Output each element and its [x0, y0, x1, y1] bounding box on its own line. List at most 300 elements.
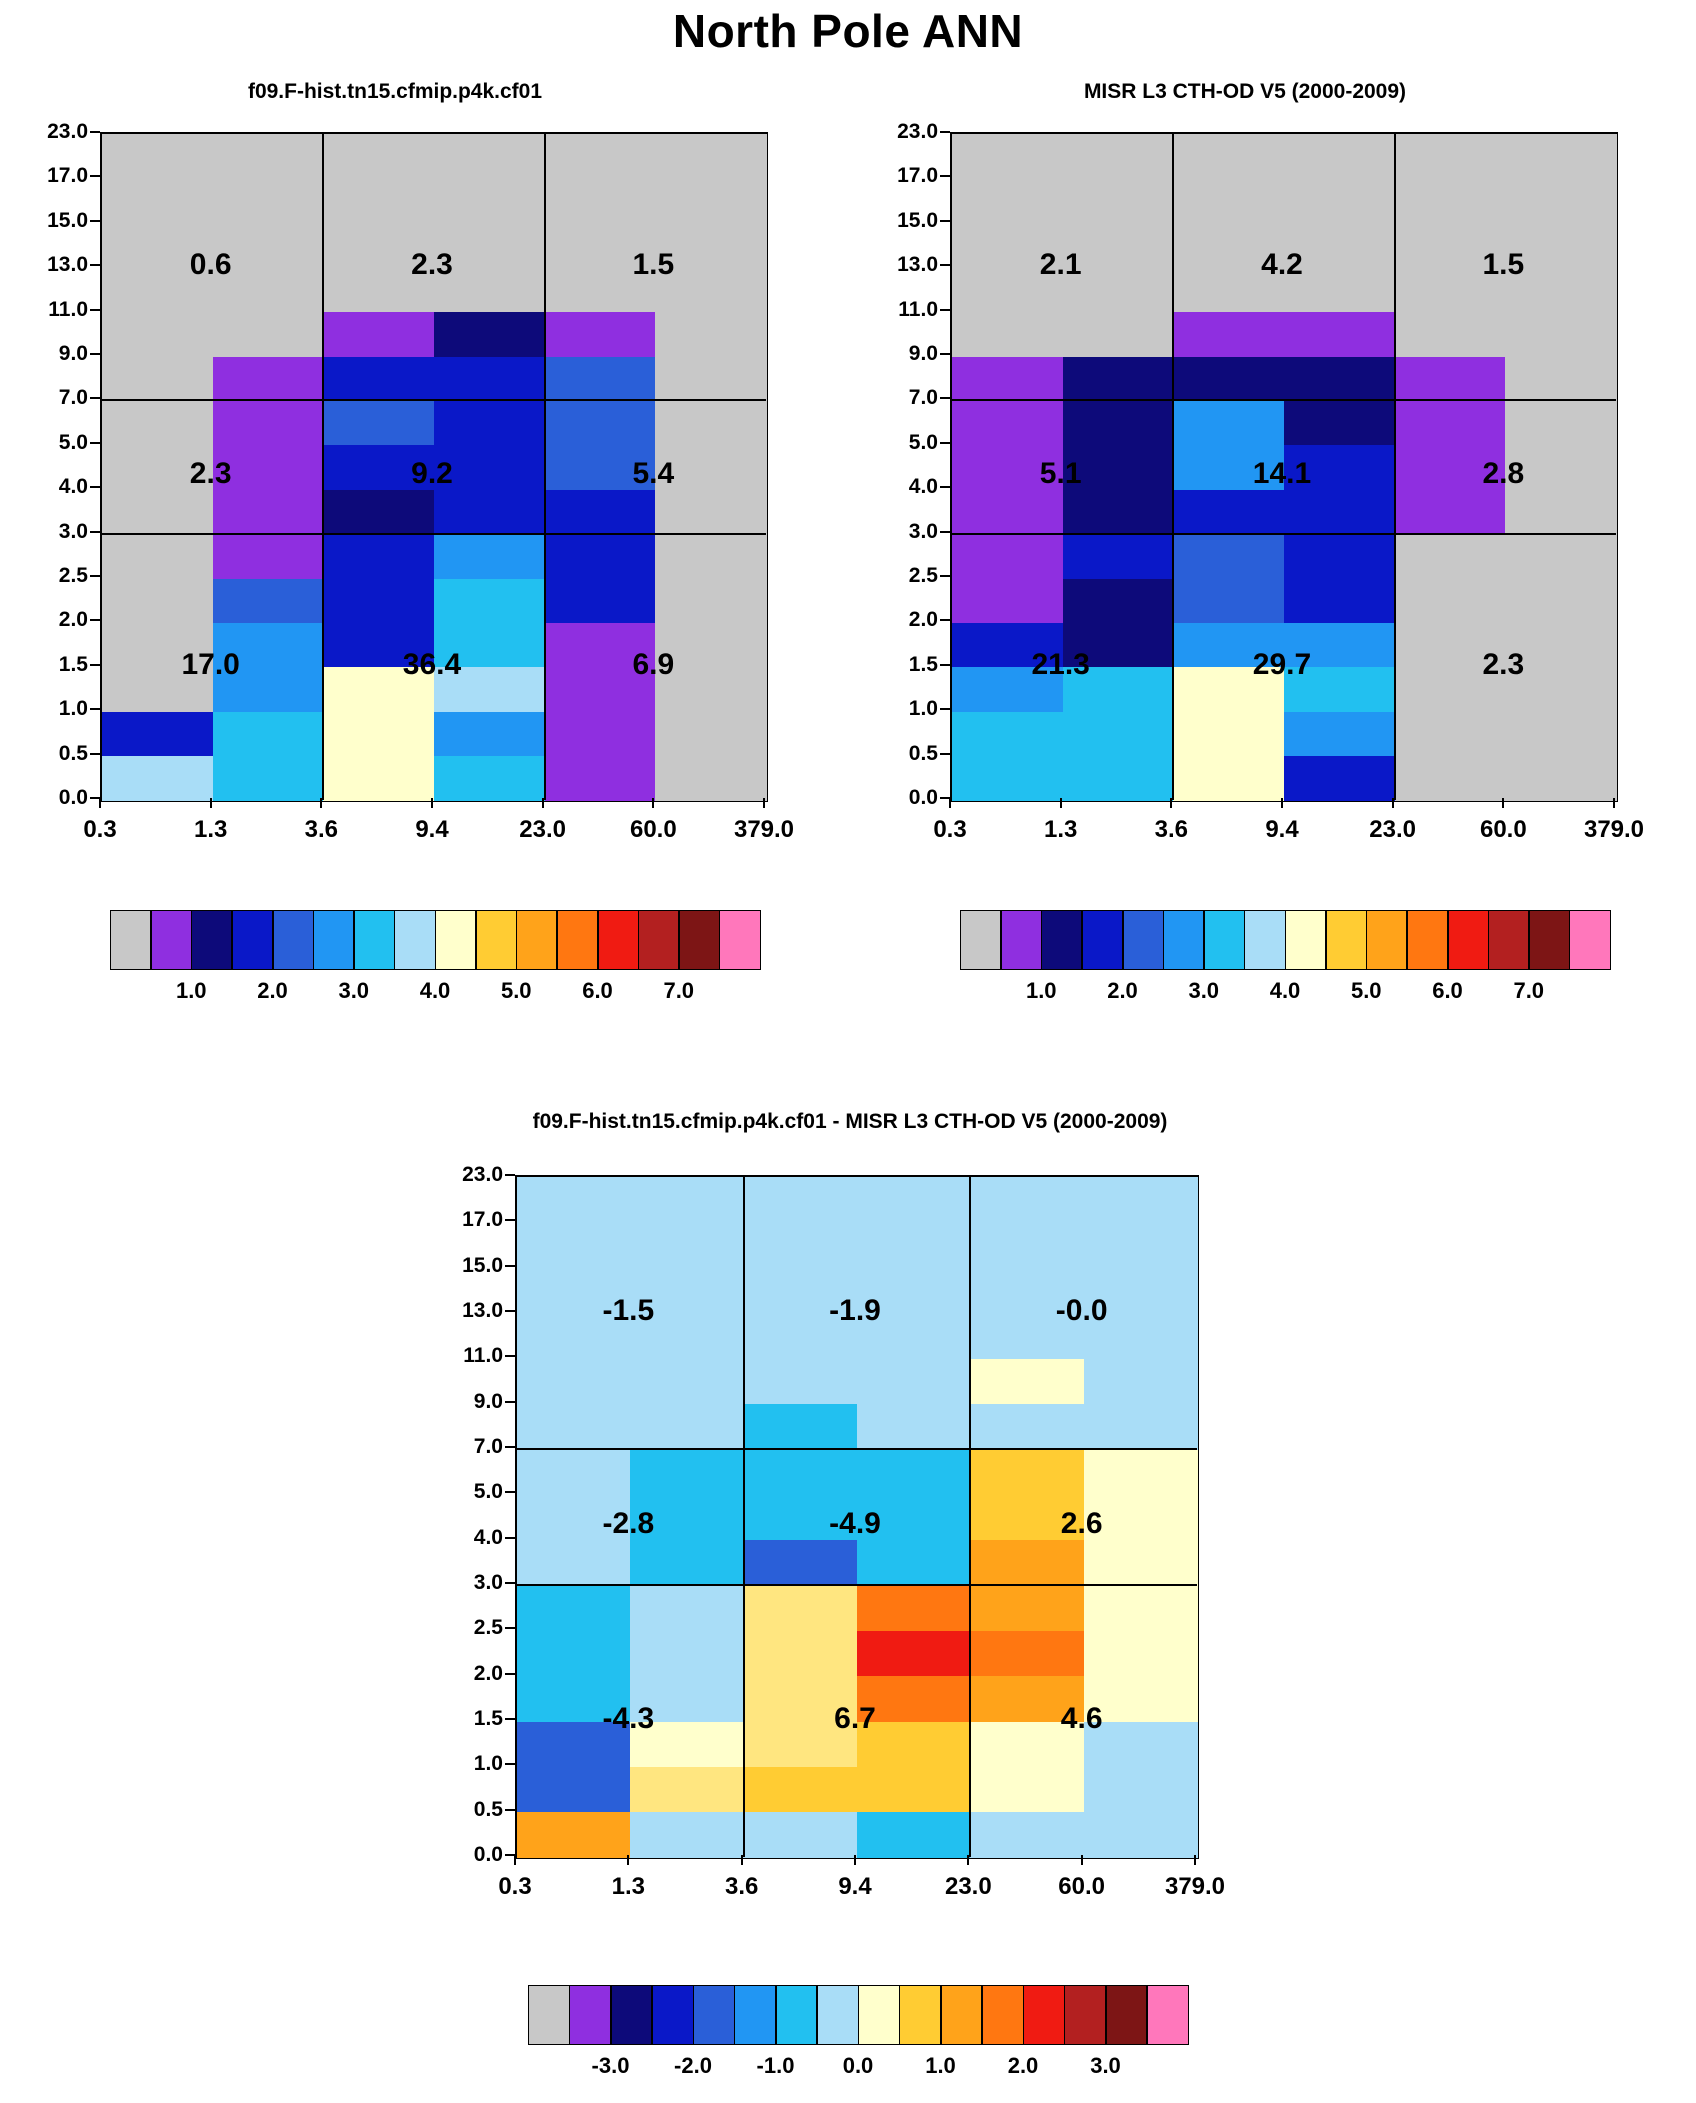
colorbar-swatch: [982, 1985, 1024, 2045]
x-tick-label: 1.3: [1043, 816, 1078, 843]
y-tick: [505, 1219, 515, 1221]
heatmap-cell: [1063, 578, 1174, 623]
colorbar-swatch: [354, 910, 395, 970]
heatmap-cell: [517, 1812, 631, 1858]
heatmap-cell: [213, 711, 324, 756]
heatmap-cell: [102, 534, 213, 579]
y-tick-label: 5.0: [908, 430, 938, 454]
heatmap-cell: [1284, 312, 1395, 357]
heatmap-cell: [1395, 578, 1506, 623]
colorbar-label: 7.0: [1513, 978, 1545, 1003]
colorbar-label: 1.0: [1025, 978, 1057, 1003]
y-tick-label: 3.0: [58, 519, 88, 543]
y-tick: [505, 1174, 515, 1176]
heatmap-cell: [744, 1540, 858, 1586]
heatmap-cell: [1395, 711, 1506, 756]
y-tick: [90, 619, 100, 621]
heatmap-cell: [630, 1222, 744, 1268]
colorbar-label: 3.0: [1188, 978, 1220, 1003]
group-total-value: 2.3: [411, 248, 453, 282]
heatmap-cell: [655, 400, 766, 445]
y-tick: [505, 1310, 515, 1312]
grid-divider-horizontal: [102, 533, 766, 535]
x-tick: [1081, 1855, 1083, 1865]
colorbar-swatch: [1407, 910, 1448, 970]
x-tick-label: 0.3: [933, 816, 967, 843]
y-tick: [505, 1763, 515, 1765]
heatmap-cell: [1173, 400, 1284, 445]
colorbar-swatch: [394, 910, 435, 970]
heatmap-cell: [1173, 534, 1284, 579]
heatmap-cell: [434, 134, 545, 179]
y-tick-label: 2.0: [908, 608, 938, 632]
group-total-value: 9.2: [411, 456, 453, 490]
heatmap-cell: [970, 1222, 1084, 1268]
colorbar-swatch: [313, 910, 354, 970]
heatmap-cell: [1505, 756, 1616, 801]
colorbar-swatch: [652, 1985, 694, 2045]
heatmap-cell: [517, 1404, 631, 1450]
colorbar-label: -1.0: [756, 2053, 795, 2078]
heatmap-cell: [630, 1630, 744, 1676]
colorbar-swatch: [232, 910, 273, 970]
colorbar-label: 2.0: [257, 978, 288, 1003]
heatmap-cell: [213, 356, 324, 401]
x-tick: [1392, 798, 1394, 808]
heatmap-cell: [744, 1177, 858, 1223]
y-tick-label: 1.0: [908, 697, 938, 721]
y-tick-label: 15.0: [462, 1253, 503, 1277]
heatmap-cell: [1284, 756, 1395, 801]
y-tick-label: 3.0: [908, 519, 938, 543]
heatmap-cell: [323, 534, 434, 579]
y-tick-label: 2.5: [58, 564, 88, 587]
colorbar-label: 4.0: [419, 978, 451, 1003]
y-tick: [90, 175, 100, 177]
heatmap-cell: [434, 756, 545, 801]
y-tick: [940, 131, 950, 133]
y-tick-label: 17.0: [897, 164, 938, 188]
group-total-value: -4.3: [602, 1702, 655, 1735]
y-tick-label: 13.0: [897, 253, 938, 277]
y-tick: [90, 531, 100, 533]
group-total-value: 2.1: [1039, 248, 1082, 282]
y-tick-label: 0.0: [908, 786, 938, 809]
x-tick-label: 379.0: [733, 816, 795, 843]
heatmap-cell: [630, 1766, 744, 1812]
colorbar-swatch: [1082, 910, 1123, 970]
heatmap-cell: [323, 134, 434, 179]
colorbar-swatch: [110, 910, 151, 970]
heatmap-cell: [1084, 1630, 1198, 1676]
y-tick-label: 2.5: [908, 564, 938, 587]
heatmap-cell: [857, 1449, 971, 1495]
group-total-value: -0.0: [1055, 1294, 1108, 1327]
x-tick: [763, 798, 765, 808]
y-tick: [940, 309, 950, 311]
colorbar-label: -2.0: [674, 2053, 712, 2078]
heatmap-cell: [213, 312, 324, 357]
grid-divider-horizontal: [952, 533, 1616, 535]
y-tick-label: 0.0: [473, 1843, 503, 1866]
heatmap-cell: [1084, 1540, 1198, 1586]
heatmap-cell: [1063, 711, 1174, 756]
heatmap-cell: [1063, 356, 1174, 401]
heatmap-cell: [1084, 1766, 1198, 1812]
y-tick-label: 0.5: [908, 741, 938, 765]
heatmap-cell: [1173, 356, 1284, 401]
y-tick: [90, 397, 100, 399]
heatmap-cell: [323, 711, 434, 756]
heatmap-cell: [655, 178, 766, 223]
heatmap-cell: [1395, 312, 1506, 357]
colorbar-swatch: [858, 1985, 900, 2045]
heatmap-cell: [102, 756, 213, 801]
heatmap-cell: [434, 178, 545, 223]
colorbar-swatch: [638, 910, 679, 970]
heatmap-cell: [1173, 711, 1284, 756]
colorbar-swatch: [191, 910, 232, 970]
heatmap-cell: [1284, 489, 1395, 534]
colorbar-swatch: [899, 1985, 941, 2045]
colorbar-swatch: [1163, 910, 1204, 970]
group-total-value: -2.8: [602, 1507, 655, 1541]
x-tick: [1281, 798, 1283, 808]
heatmap-cell: [1505, 134, 1616, 179]
y-tick: [940, 575, 950, 577]
x-tick: [210, 798, 212, 808]
colorbar-label: 5.0: [1350, 978, 1382, 1003]
grid-divider-horizontal: [517, 1584, 1197, 1586]
heatmap-cell: [102, 489, 213, 534]
heatmap-cell: [102, 356, 213, 401]
colorbar-label: 5.0: [500, 978, 532, 1003]
heatmap-cell: [1284, 711, 1395, 756]
x-tick-label: 3.6: [1154, 816, 1189, 843]
heatmap-cell: [1173, 178, 1284, 223]
y-tick-label: 17.0: [462, 1208, 503, 1232]
x-tick: [1170, 798, 1172, 808]
heatmap-cell: [655, 134, 766, 179]
group-total-value: 5.4: [632, 456, 675, 490]
heatmap-cell: [952, 489, 1063, 534]
y-tick: [505, 1401, 515, 1403]
diff-colorbar: [528, 1985, 1188, 2045]
y-tick-label: 0.5: [58, 741, 88, 765]
heatmap-cell: [545, 400, 656, 445]
y-tick-label: 1.0: [473, 1752, 503, 1776]
heatmap-cell: [323, 356, 434, 401]
heatmap-cell: [323, 178, 434, 223]
group-total-value: 4.6: [1060, 1702, 1103, 1735]
colorbar-swatch: [569, 1985, 611, 2045]
grid-divider-horizontal: [102, 399, 766, 401]
model-colorbar: [110, 910, 760, 970]
y-tick: [90, 131, 100, 133]
heatmap-cell: [630, 1177, 744, 1223]
heatmap-cell: [970, 1177, 1084, 1223]
y-tick-label: 3.0: [473, 1571, 503, 1594]
heatmap-cell: [434, 534, 545, 579]
heatmap-cell: [323, 400, 434, 445]
heatmap-cell: [970, 1630, 1084, 1676]
obs-colorbar: [960, 910, 1610, 970]
group-total-value: 6.7: [834, 1702, 876, 1735]
heatmap-cell: [1395, 356, 1506, 401]
heatmap-cell: [1173, 756, 1284, 801]
y-tick: [940, 531, 950, 533]
x-tick: [99, 798, 101, 808]
heatmap-cell: [970, 1812, 1084, 1858]
y-tick: [940, 442, 950, 444]
grid-divider-vertical: [743, 1177, 745, 1857]
x-tick: [431, 798, 433, 808]
y-tick: [940, 486, 950, 488]
heatmap-cell: [1505, 578, 1616, 623]
y-tick: [90, 708, 100, 710]
heatmap-cell: [1084, 1585, 1198, 1631]
x-tick-label: 9.4: [1265, 816, 1299, 843]
y-tick-label: 7.0: [908, 386, 938, 410]
heatmap-cell: [102, 578, 213, 623]
heatmap-cell: [434, 356, 545, 401]
heatmap-cell: [213, 400, 324, 445]
colorbar-swatch: [611, 1985, 653, 2045]
group-total-value: -1.5: [602, 1294, 655, 1327]
heatmap-cell: [655, 312, 766, 357]
heatmap-cell: [1173, 312, 1284, 357]
colorbar-swatch: [734, 1985, 776, 2045]
heatmap-cell: [1284, 400, 1395, 445]
x-tick: [741, 1855, 743, 1865]
colorbar-swatch: [557, 910, 598, 970]
heatmap-cell: [1084, 1449, 1198, 1495]
panel-obs-title: MISR L3 CTH-OD V5 (2000-2009): [1083, 80, 1407, 103]
heatmap-cell: [517, 1540, 631, 1586]
colorbar-label: 7.0: [663, 978, 695, 1003]
x-tick: [1194, 1855, 1196, 1865]
y-tick: [940, 708, 950, 710]
x-tick: [949, 798, 951, 808]
heatmap-cell: [744, 1222, 858, 1268]
y-tick: [505, 1446, 515, 1448]
heatmap-cell: [545, 534, 656, 579]
colorbar-swatch: [1285, 910, 1326, 970]
colorbar-swatch: [151, 910, 192, 970]
page-title: North Pole ANN: [672, 5, 1024, 57]
group-total-value: 29.7: [1252, 647, 1312, 681]
colorbar-label: 6.0: [582, 978, 613, 1003]
heatmap-cell: [1505, 711, 1616, 756]
colorbar-swatch: [1064, 1985, 1106, 2045]
group-total-value: -1.9: [829, 1294, 881, 1327]
heatmap-cell: [744, 1766, 858, 1812]
heatmap-cell: [655, 578, 766, 623]
group-total-value: 2.8: [1482, 456, 1525, 490]
y-tick: [940, 753, 950, 755]
colorbar-swatch: [1204, 910, 1245, 970]
heatmap-cell: [1063, 534, 1174, 579]
heatmap-cell: [857, 1766, 971, 1812]
heatmap-cell: [434, 489, 545, 534]
grid-divider-vertical: [544, 134, 546, 800]
x-tick: [1613, 798, 1615, 808]
grid-divider-vertical: [322, 134, 324, 800]
heatmap-cell: [1505, 356, 1616, 401]
heatmap-cell: [857, 1358, 971, 1404]
heatmap-cell: [1505, 400, 1616, 445]
heatmap-cell: [970, 1449, 1084, 1495]
y-tick-label: 4.0: [473, 1525, 503, 1549]
heatmap-cell: [545, 756, 656, 801]
y-tick: [940, 397, 950, 399]
heatmap-cell: [1063, 134, 1174, 179]
heatmap-cell: [545, 356, 656, 401]
heatmap-cell: [545, 178, 656, 223]
heatmap-cell: [970, 1404, 1084, 1450]
heatmap-cell: [1395, 534, 1506, 579]
y-tick: [940, 664, 950, 666]
heatmap-cell: [1084, 1404, 1198, 1450]
heatmap-cell: [1063, 178, 1174, 223]
heatmap-cell: [970, 1540, 1084, 1586]
colorbar-swatch: [1106, 1985, 1148, 2045]
x-tick-label: 60.0: [1479, 816, 1527, 843]
heatmap-cell: [952, 534, 1063, 579]
y-tick-label: 11.0: [48, 297, 88, 321]
colorbar-label: 1.0: [175, 978, 207, 1003]
x-tick: [1060, 798, 1062, 808]
heatmap-cell: [434, 711, 545, 756]
colorbar-swatch: [776, 1985, 818, 2045]
colorbar-swatch: [1244, 910, 1285, 970]
heatmap-cell: [952, 178, 1063, 223]
heatmap-cell: [1063, 756, 1174, 801]
heatmap-cell: [952, 578, 1063, 623]
heatmap-cell: [213, 489, 324, 534]
y-tick-label: 15.0: [897, 208, 938, 232]
heatmap-cell: [1395, 178, 1506, 223]
heatmap-cell: [517, 1177, 631, 1223]
heatmap-cell: [655, 534, 766, 579]
y-tick-label: 1.0: [58, 697, 88, 721]
heatmap-cell: [952, 356, 1063, 401]
colorbar-swatch: [1448, 910, 1489, 970]
heatmap-cell: [1173, 134, 1284, 179]
y-tick: [505, 1491, 515, 1493]
colorbar-label: 2.0: [1107, 978, 1138, 1003]
heatmap-cell: [630, 1404, 744, 1450]
y-tick-label: 11.0: [898, 297, 938, 321]
heatmap-cell: [744, 1630, 858, 1676]
heatmap-cell: [545, 489, 656, 534]
heatmap-cell: [102, 711, 213, 756]
heatmap-cell: [102, 134, 213, 179]
y-tick: [90, 309, 100, 311]
heatmap-cell: [1284, 356, 1395, 401]
heatmap-cell: [1084, 1358, 1198, 1404]
x-tick: [542, 798, 544, 808]
group-total-value: 17.0: [181, 647, 240, 681]
heatmap-cell: [744, 1449, 858, 1495]
heatmap-cell: [517, 1358, 631, 1404]
x-tick-label: 9.4: [838, 1873, 872, 1900]
heatmap-cell: [545, 711, 656, 756]
colorbar-swatch: [1001, 910, 1042, 970]
y-tick-label: 23.0: [897, 120, 938, 143]
colorbar-swatch: [1569, 910, 1610, 970]
heatmap-cell: [952, 312, 1063, 357]
colorbar-label: 2.0: [1007, 2053, 1039, 2078]
heatmap-cell: [655, 489, 766, 534]
heatmap-cell: [517, 1630, 631, 1676]
y-tick: [90, 353, 100, 355]
y-tick-label: 11.0: [463, 1344, 503, 1368]
y-tick-label: 2.5: [473, 1616, 503, 1640]
x-tick: [967, 1855, 969, 1865]
y-tick-label: 9.0: [473, 1389, 503, 1413]
heatmap-cell: [545, 134, 656, 179]
colorbar-label: 6.0: [1432, 978, 1463, 1003]
heatmap-cell: [857, 1630, 971, 1676]
x-tick-label: 23.0: [1369, 816, 1417, 843]
y-tick-label: 2.0: [58, 608, 88, 632]
y-tick-label: 1.5: [58, 652, 88, 676]
y-tick: [90, 486, 100, 488]
heatmap-cell: [1395, 134, 1506, 179]
heatmap-cell: [517, 1222, 631, 1268]
group-total-value: 6.9: [632, 647, 675, 681]
colorbar-swatch: [719, 910, 760, 970]
colorbar-swatch: [1041, 910, 1082, 970]
x-tick-label: 60.0: [629, 816, 677, 843]
y-tick: [505, 1673, 515, 1675]
x-tick-label: 1.3: [611, 1873, 646, 1900]
y-tick: [90, 575, 100, 577]
y-tick: [505, 1627, 515, 1629]
y-tick: [90, 753, 100, 755]
x-tick-label: 60.0: [1058, 1873, 1106, 1900]
heatmap-cell: [1284, 578, 1395, 623]
y-tick-label: 9.0: [908, 342, 938, 365]
group-total-value: 2.3: [189, 456, 232, 490]
group-total-value: 1.5: [1482, 248, 1525, 282]
group-total-value: 2.6: [1060, 1507, 1103, 1541]
y-tick-label: 13.0: [462, 1299, 503, 1322]
panel-diff-title: f09.F-hist.tn15.cfmip.p4k.cf01 - MISR L3 CTH-OD V5 (2000-2009): [532, 1110, 1168, 1133]
heatmap-cell: [1063, 312, 1174, 357]
x-tick-label: 3.6: [724, 1873, 759, 1900]
colorbar-swatch: [516, 910, 557, 970]
heatmap-cell: [857, 1222, 971, 1268]
colorbar-swatch: [693, 1985, 735, 2045]
colorbar-label: 1.0: [925, 2053, 956, 2078]
heatmap-cell: [857, 1540, 971, 1586]
heatmap-cell: [744, 1585, 858, 1631]
heatmap-cell: [102, 400, 213, 445]
x-tick-label: 0.3: [83, 816, 117, 843]
y-tick: [90, 442, 100, 444]
heatmap-cell: [545, 578, 656, 623]
x-tick-label: 379.0: [1164, 1873, 1226, 1900]
colorbar-swatch: [598, 910, 639, 970]
y-tick-label: 1.5: [473, 1707, 503, 1730]
heatmap-cell: [213, 534, 324, 579]
heatmap-cell: [1173, 489, 1284, 534]
x-tick-label: 23.0: [944, 1873, 992, 1900]
colorbar-swatch: [435, 910, 476, 970]
heatmap-cell: [323, 756, 434, 801]
